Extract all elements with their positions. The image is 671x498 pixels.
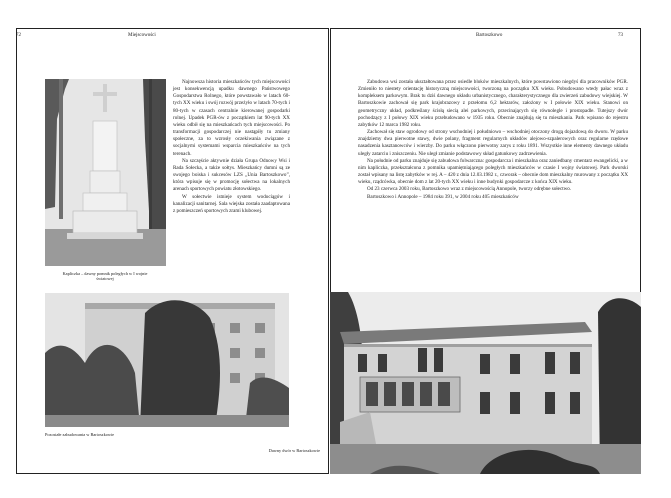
right-paragraph-1: Zabudowa wsi została ukształtowana przez osiedle bloków mieszkalnych, które powstawiono niegdyś dla pracowników PGR. Zmieniło to niestety orientację historyczną miejscowości, tworzoną na początku XX wieku. Pobudowano wtedy pałac wraz z kompleksem parkowym. Brak tu dziś dawnego układu urbanistycznego, charakterystycznego dla zwierzeń zabudowy wiejskiej. W Bartoszkowie zachował się park krajobrazowy z przełomu 6,2 hektarów, założony w I połowie XIX wieku. Stanowi on geometryczny układ, podkreślany ścisłą siecią alei parkowych, przecinających się równolegle i prostopadle. Tutejszy dwór pochodzący z I połowy XIX wieku przebudowano w 1935 roku. Obecnie znajdują się tu mieszkania. Park wpisano do rejestru zabytków 12 marca 1982 roku. xyxy=(358,79,628,128)
left-body-text xyxy=(173,79,290,215)
left-paragraph-2: Na szczęście aktywnie działa Grupa Odnowy Wsi i Rada Sołecka, a także sołtys. Mieszkańcy dumni są ze swojego boiska i sukcesów LZS „Unia Bartoszkowo”, która wpisuje się w promocję sołectwa na lokalnych arenach sportowych powiatu złotowskiego. xyxy=(173,157,290,193)
manor-caption: Dawny dwór w Bartoszkowie xyxy=(268,448,320,453)
apartment-block-photo xyxy=(45,293,289,427)
right-stats-line: Bartoszkowo i Annopole – 1984 roku 391, w 2004 roku 405 mieszkańców xyxy=(367,193,519,200)
left-page-number: 72 xyxy=(16,33,21,38)
chapel-caption: Kapliczka – dawny pomnik poległych w I wojnie światowej xyxy=(62,271,148,282)
right-paragraph-3: Na południe od parku znajduje się zabudowa folwarczna: gospodarcza i mieszkalna oraz zaniedbany cmentarz ewangelicki, a w nim kapliczka, przekształcona z pomnika upamiętniającego poległych mieszkańców w czasie I wojny światowej. Park dworski został wpisany na listę zabytków w rej. A – 420 z dnia 12.03.1982 r., czworak – obecnie dom mieszkalny murowany z początku XX wieku, rządcówka, obecnie dom z lat 20-tych XX wieku i inne budynki gospodarcze z końca XIX wieku. xyxy=(358,157,628,186)
right-page-number: 73 xyxy=(618,33,623,38)
right-paragraph-2: Zachował się staw ogrodowy od strony wschodniej i południowo – wschodniej otoczony drogą dojazdową do dworu. W parku znajdziemy dwa pierwotne stawy, dwie polany, fragment regularnych układów alejowo-szpalerowych oraz regularne rzędowe nasadzenia kasztanowców i wierzby. Do parku włączono pierwotny zarys z roku 1891. Wszystkie inne elementy dawnego układu uległy zatarciu i zniszczeniu. Nie uległ zmianie podstawowy skład gatunkowy zadrzewienia. xyxy=(358,129,628,157)
left-paragraph-1: Najnowsza historia mieszkańców tych miejscowości jest konsekwencją upadku dawnego Państwowego Gospodarstwa Rolnego, które powstawało w latach 60-tych XX wieku i swój rozwój przeżyło w latach 70-tych i 80-tych w czasach centralnie kierowanej gospodarki rolnej. Upadek PGR-ów z początkiem lat 90-tych XX wieku odbił się na mieszkańcach tych miejscowości. Po transformacji gospodarczej nie nastąpiły tu zmiany społeczne, za to wzrosły oczekiwania związane z socjalnymi systemami wsparcia mieszkańców na tych terenach. xyxy=(173,79,290,157)
apartment-block-caption: Pozostałe zabudowania w Bartoszkowie xyxy=(45,432,115,437)
right-running-title: Bartoszkowo xyxy=(476,33,503,38)
right-paragraph-4: Od 23 czerwca 2003 roku, Bartoszkowo wraz z miejscowością Annopole, tworzy odrębne sołectwo. xyxy=(367,186,572,193)
right-body-text xyxy=(358,79,628,201)
chapel-photo xyxy=(45,79,166,266)
manor-photo xyxy=(330,292,641,474)
left-paragraph-3: W sołectwie istnieje system wodociągów i kanalizacji sanitarnej. Sala wiejska została zaadaptowana z pomieszczeń sportowych zrami klubowej. xyxy=(173,193,290,214)
left-running-title: Miejscowości xyxy=(128,33,156,38)
